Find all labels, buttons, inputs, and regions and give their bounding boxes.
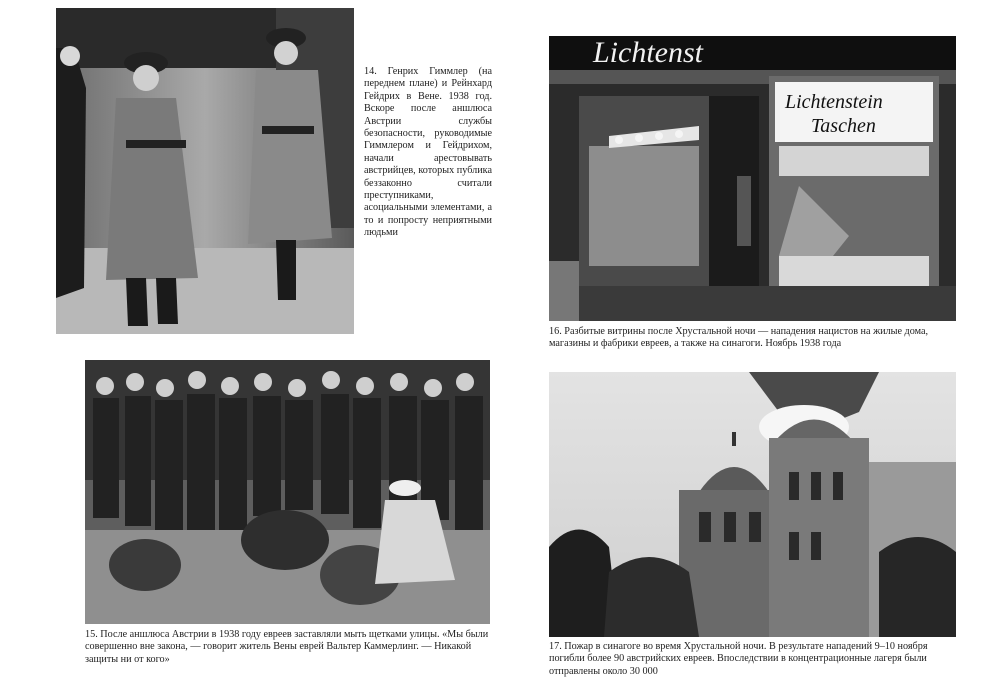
- caption-figure-15: 15. После аншлюса Австрии в 1938 году евреев заставляли мыть щетками улицы. «Мы были совершенно вне закона, — говорит житель Вены еврей Вальтер Каммерлинг. — Никакой защиты ни от кого»: [85, 629, 489, 665]
- caption-figure-14: 14. Генрих Гиммлер (на переднем плане) и Рейнхард Гейдрих в Вене. 1938 год. Вскоре после аншлюса Австрии службы безопасности, руководимые Гиммлером и Гейдрихом, начали арестовывать австрийцев, которых публика беззаконно считали преступниками, асоциальными элементами, а то и попросту неприятными людьми: [364, 66, 492, 239]
- photo-broken-shop-windows: [549, 36, 956, 321]
- caption-figure-16: 16. Разбитые витрины после Хрустальной ночи — нападения нацистов на жилые дома, магазины и фабрики евреев, а также на синагоги. Ноябрь 1938 года: [549, 326, 929, 350]
- shop-sign-window-line2: Taschen: [811, 115, 876, 137]
- shop-sign-top: Lichtenst: [593, 36, 703, 69]
- photo-burning-synagogue: [549, 372, 956, 637]
- caption-figure-17: 17. Пожар в синагоге во время Хрустальной ночи. В результате нападений 9–10 ноября погибли более 90 австрийских евреев. Впоследствии в концентрационные лагеря были отправлены около 30 000: [549, 641, 928, 677]
- shop-sign-window-line1: Lichtenstein: [785, 91, 883, 113]
- photo-himmler-heydrich: [56, 8, 354, 334]
- photo-street-scrubbing: [85, 360, 490, 624]
